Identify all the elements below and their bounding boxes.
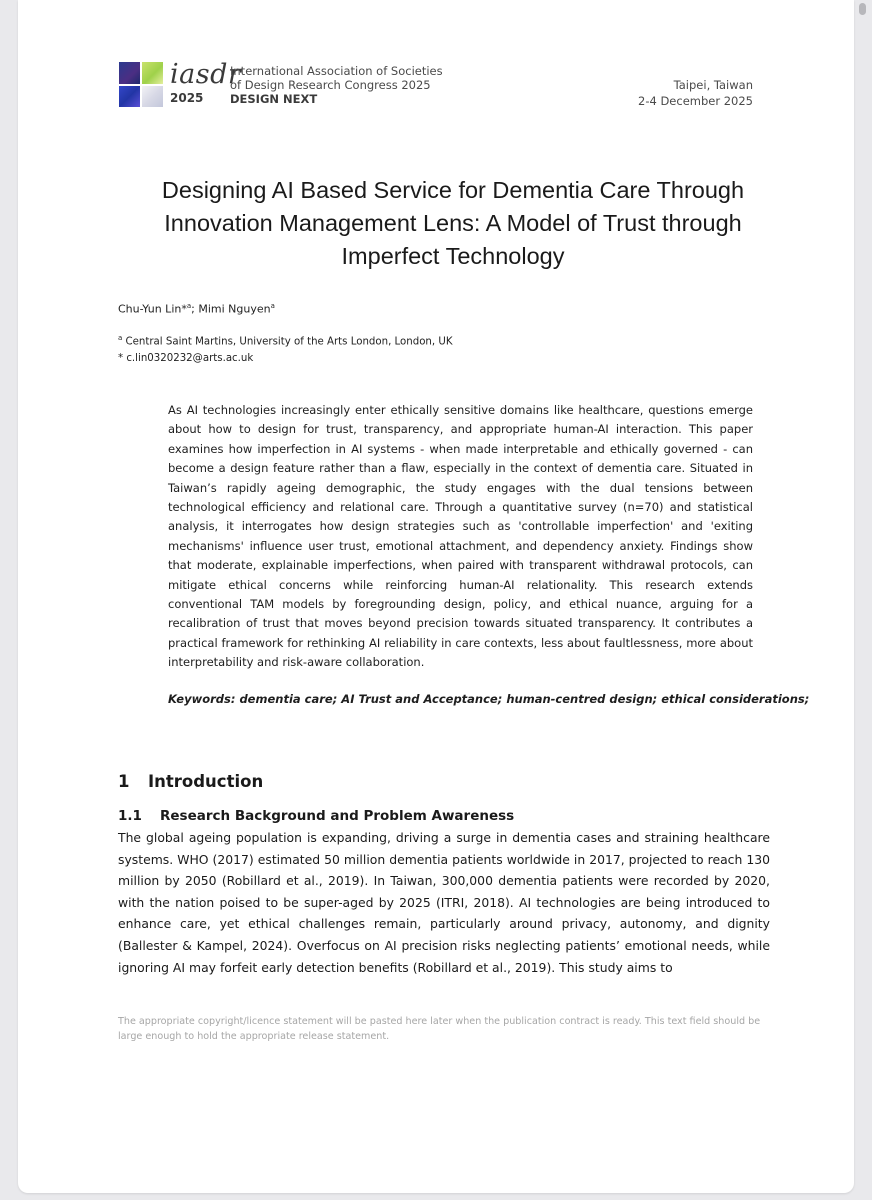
paper-title: Designing AI Based Service for Dementia Care Through Innovation Management Lens: A Model of Trust through Imperfect Technology: [161, 177, 745, 269]
section-number: 1: [118, 772, 130, 791]
logo-tile-icon: [119, 86, 140, 108]
abstract: As AI technologies increasingly enter ethically sensitive domains like healthcare, questions emerge about how to design for trust, transparency, and appropriate human-AI interaction. This paper examines how imperfection in AI systems - when made interpretable and ethically governed - can become a design feature rather than a flaw, especially in the context of dementia care. Situated in Taiwan’s rapidly ageing demographic, the study engages with the dual tensions between technological efficiency and relational care. Through a quantitative survey (n=70) and statistical analysis, it interrogates how design strategies such as 'controllable imperfection' and 'exiting mechanisms' influence user trust, emotional attachment, and dependency anxiety. Findings show that moderate, explainable imperfections, when paired with transparent withdrawal protocols, can mitigate ethical concerns while reinforcing human-AI relationality. This research extends conventional TAM models by foregrounding design, policy, and ethical nuance, arguing for a recalibration of trust that moves beyond precision towards situated transparency. It contributes a practical framework for rethinking AI reliability in care contexts, less about faultlessness, more about interpretability and risk-aware collaboration.: [168, 403, 753, 670]
author-name: Mimi Nguyen: [198, 302, 271, 316]
corresponding-email: * c.lin0320232@arts.ac.uk: [118, 353, 254, 365]
scrollbar-thumb[interactable]: [859, 3, 866, 15]
congress-name: [230, 64, 443, 106]
congress-tagline: DESIGN NEXT: [230, 92, 318, 106]
affiliation-text: Central Saint Martins, University of the Arts London, London, UK: [122, 336, 453, 348]
body-paragraph: The global ageing population is expanding, driving a surge in dementia cases and straining healthcare systems. WHO (2017) estimated 50 million dementia patients worldwide in 2017, projected to reach 130 million by 2050 (Robillard et al., 2019). In Taiwan, 300,000 dementia patients were recorded by 2020, with the nation poised to be super-aged by 2025 (ITRI, 2018). AI technologies are being introduced to enhance care, yet ethical challenges remain, particularly around privacy, autonomy, and dignity (Ballester & Kampel, 2024). Overfocus on AI precision risks neglecting patients’ emotional needs, while ignoring AI may forfeit early detection benefits (Robillard et al., 2019). This study aims to: [118, 830, 770, 975]
author-name: Chu-Yun Lin*: [118, 302, 187, 316]
author-affiliation-mark: a: [186, 302, 192, 310]
section-heading: [118, 772, 263, 791]
congress-line-2: of Design Research Congress 2025: [230, 78, 431, 92]
logo-year: 2025: [170, 91, 204, 105]
venue-dates: 2-4 December 2025: [638, 94, 753, 108]
section-title: Introduction: [148, 772, 264, 791]
logo-tile-icon: [142, 86, 163, 108]
keywords: Keywords: dementia care; AI Trust and Acceptance; human-centred design; ethical considerations;: [168, 692, 810, 706]
affiliation-mark: a: [118, 334, 123, 342]
paper-page: [18, 0, 854, 1193]
congress-line-1: International Association of Societies: [230, 64, 443, 78]
subsection-heading: [118, 808, 514, 824]
venue-location: Taipei, Taiwan: [673, 78, 753, 92]
subsection-number: 1.1: [118, 808, 142, 824]
venue-info: [638, 77, 753, 109]
author-separator: ;: [191, 302, 199, 316]
logo-wordmark: iasdr: [170, 59, 242, 90]
scrollbar[interactable]: [856, 0, 868, 1200]
subsection-title: Research Background and Problem Awareness: [160, 808, 515, 824]
affiliation-line: [118, 330, 453, 350]
logo-tile-icon: [142, 62, 163, 84]
author-affiliation-mark: a: [270, 302, 275, 310]
copyright-placeholder: The appropriate copyright/licence statement will be pasted here later when the publication contract is ready. This text field should be large enough to hold the appropriate release statement.: [118, 1016, 761, 1042]
author-list: [118, 302, 275, 316]
affiliation-block: [118, 330, 453, 367]
iasdr-logo-mosaic: [119, 62, 163, 107]
logo-tile-icon: [119, 62, 140, 84]
